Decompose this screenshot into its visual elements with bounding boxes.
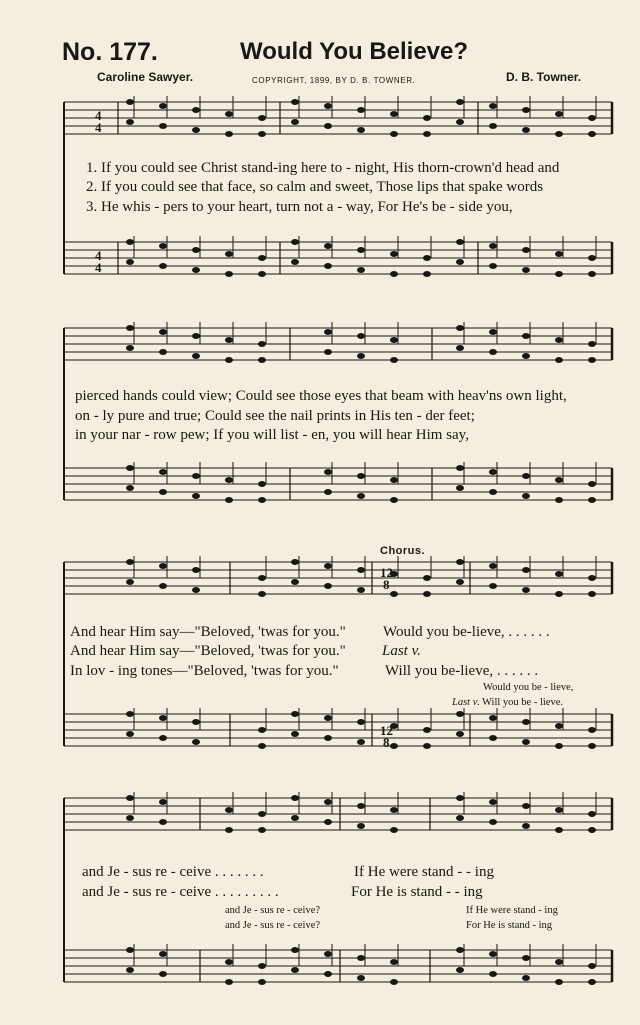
note-head [588,743,596,749]
note-head [522,823,530,829]
note-head [456,967,464,973]
note-head [423,131,431,137]
note-head [291,239,299,245]
note-head [588,115,596,121]
note-head [390,477,398,483]
bass-for-he-is-standing: For He is stand - ing [466,920,553,931]
note-head [291,967,299,973]
note-head [258,743,266,749]
note-head [225,337,233,343]
note-head [126,711,134,717]
note-head [291,731,299,737]
note-head [126,465,134,471]
bass-will-you-believe: . Will you be - lieve. [477,697,563,708]
note-head [291,815,299,821]
note-head [456,579,464,585]
note-head [423,115,431,121]
note-head [324,735,332,741]
note-head [258,827,266,833]
last-verse-mark: Last v. [382,643,421,659]
note-head [126,947,134,953]
note-head [588,575,596,581]
verse-2-line-a: 2. If you could see that face, so calm and sweet, Those lips that spake words [86,179,544,195]
note-head [126,579,134,585]
note-head [324,583,332,589]
note-head [522,493,530,499]
note-head [555,979,563,985]
note-head [357,267,365,273]
note-head [225,807,233,813]
hymn-title: Would You Believe? [240,38,469,65]
note-head [159,735,167,741]
note-head [456,99,464,105]
note-head [555,251,563,257]
note-head [522,803,530,809]
note-head [159,123,167,129]
chorus-treble-meter-bottom: 8 [383,577,390,592]
note-head [258,979,266,985]
note-head [522,333,530,339]
note-head [522,473,530,479]
note-head [192,567,200,573]
note-head [489,715,497,721]
note-head [357,823,365,829]
note-head [390,337,398,343]
note-head [456,239,464,245]
verse-3-line-b: in your nar - row pew; If you will list - en, you will hear Him say, [75,427,469,443]
note-head [357,739,365,745]
note-head [291,711,299,717]
note-head [522,587,530,593]
note-head [357,107,365,113]
bass-jesus-receive-2: and Je - sus re - ceive? [225,920,321,931]
note-head [489,735,497,741]
note-head [588,131,596,137]
note-head [225,979,233,985]
note-head [258,357,266,363]
note-head [357,975,365,981]
note-head [390,357,398,363]
note-head [423,727,431,733]
note-head [456,119,464,125]
note-head [159,715,167,721]
note-head [555,271,563,277]
note-head [258,575,266,581]
chorus-will-you-believe: Will you be-lieve, . . . . . . [385,663,539,679]
note-head [489,489,497,495]
note-head [324,263,332,269]
chorus-line-jesus-receive-2: and Je - sus re - ceive . . . . . . . . . [82,884,279,900]
note-head [324,715,332,721]
note-head [555,131,563,137]
note-head [126,239,134,245]
note-head [555,807,563,813]
note-head [522,127,530,133]
chorus-bass-meter-top: 12 [380,723,393,738]
note-head [456,711,464,717]
note-head [456,559,464,565]
note-head [126,259,134,265]
note-head [357,353,365,359]
chorus-label: Chorus. [380,545,426,557]
note-head [159,583,167,589]
note-head [159,263,167,269]
note-head [258,963,266,969]
note-head [324,951,332,957]
note-head [489,469,497,475]
note-head [324,563,332,569]
note-head [489,263,497,269]
note-head [456,325,464,331]
note-head [456,815,464,821]
note-head [225,477,233,483]
verse-2-line-c: And hear Him say—"Beloved, 'twas for you." [70,643,346,659]
note-head [159,469,167,475]
note-head [390,591,398,597]
note-head [192,739,200,745]
note-head [192,247,200,253]
note-head [555,723,563,729]
note-head [324,819,332,825]
note-head [258,591,266,597]
note-head [126,795,134,801]
note-head [291,99,299,105]
note-head [159,349,167,355]
note-head [126,559,134,565]
note-head [423,575,431,581]
note-head [324,123,332,129]
note-head [159,243,167,249]
note-head [225,131,233,137]
note-head [324,971,332,977]
note-head [225,111,233,117]
note-head [489,243,497,249]
note-head [159,103,167,109]
chorus-for-he-is-standing: For He is stand - - ing [351,884,483,900]
note-head [390,111,398,117]
note-head [324,329,332,335]
note-head [522,739,530,745]
bass-if-he-were-standing: If He were stand - ing [466,905,558,916]
note-head [522,247,530,253]
verse-3-line-c: In lov - ing tones—"Beloved, 'twas for you." [70,663,339,679]
note-head [456,485,464,491]
note-head [456,465,464,471]
treble-meter-top: 4 [95,108,102,123]
note-head [423,255,431,261]
copyright-notice: COPYRIGHT, 1899, BY D. B. TOWNER. [252,76,416,85]
note-head [192,587,200,593]
note-head [390,743,398,749]
note-head [258,131,266,137]
note-head [126,119,134,125]
note-head [159,563,167,569]
note-head [489,329,497,335]
note-head [225,959,233,965]
note-head [489,563,497,569]
note-head [555,497,563,503]
note-head [324,243,332,249]
note-head [357,127,365,133]
note-head [225,497,233,503]
note-head [159,329,167,335]
note-head [555,111,563,117]
note-head [555,337,563,343]
note-head [159,489,167,495]
note-head [588,727,596,733]
note-head [192,719,200,725]
note-head [588,591,596,597]
bass-would-you-believe: Would you be - lieve, [483,682,574,693]
note-head [588,341,596,347]
note-head [258,811,266,817]
note-head [126,345,134,351]
note-head [588,827,596,833]
note-head [126,815,134,821]
note-head [192,107,200,113]
note-head [522,955,530,961]
chorus-would-you-believe: Would you be-lieve, . . . . . . [383,624,550,640]
note-head [522,719,530,725]
note-head [192,267,200,273]
note-head [522,107,530,113]
note-head [258,481,266,487]
bass-meter-top: 4 [95,248,102,263]
bass-meter-bottom: 4 [95,260,102,275]
note-head [489,103,497,109]
note-head [555,743,563,749]
chorus-treble-meter-top: 12 [380,565,393,580]
note-head [522,267,530,273]
note-head [357,587,365,593]
note-head [357,567,365,573]
note-head [390,131,398,137]
note-head [225,827,233,833]
note-head [357,473,365,479]
verse-3-line-a: 3. He whis - pers to your heart, turn not a - way, For He's be - side you, [86,199,513,215]
note-head [588,255,596,261]
note-head [456,259,464,265]
note-head [555,959,563,965]
note-head [489,123,497,129]
chorus-bass-meter-bottom: 8 [383,735,390,750]
note-head [192,493,200,499]
note-head [258,497,266,503]
hymn-number: No. 177. [62,38,158,66]
note-head [588,979,596,985]
note-head [456,345,464,351]
bass-last-verse: Last v [452,697,478,708]
note-head [390,497,398,503]
verse-1-line-c: And hear Him say—"Beloved, 'twas for you." [70,624,346,640]
note-head [390,807,398,813]
note-head [324,103,332,109]
note-head [225,251,233,257]
note-head [126,99,134,105]
note-head [489,971,497,977]
note-head [588,357,596,363]
note-head [159,971,167,977]
bass-jesus-receive-1: and Je - sus re - ceive? [225,905,321,916]
note-head [489,951,497,957]
note-head [390,959,398,965]
note-head [126,731,134,737]
note-head [456,947,464,953]
note-head [390,271,398,277]
note-head [357,955,365,961]
note-head [357,719,365,725]
note-head [357,803,365,809]
note-head [390,827,398,833]
author-credit: Caroline Sawyer. [97,70,194,84]
note-head [192,353,200,359]
note-head [588,497,596,503]
note-head [588,963,596,969]
note-head [126,325,134,331]
note-head [489,349,497,355]
note-head [489,799,497,805]
note-head [423,743,431,749]
note-head [258,727,266,733]
composer-credit: D. B. Towner. [506,70,582,84]
note-head [423,271,431,277]
note-head [291,119,299,125]
note-head [555,827,563,833]
note-head [126,967,134,973]
chorus-if-he-were-standing: If He were stand - - ing [354,864,494,880]
note-head [489,819,497,825]
note-head [324,469,332,475]
note-head [225,271,233,277]
note-head [291,559,299,565]
note-head [588,811,596,817]
note-head [588,271,596,277]
note-head [555,477,563,483]
note-head [258,271,266,277]
verse-1-line-a: 1. If you could see Christ stand-ing here to - night, His thorn-crown'd head and [86,160,560,176]
note-head [159,819,167,825]
note-head [588,481,596,487]
note-head [489,583,497,589]
note-head [291,579,299,585]
chorus-line-jesus-receive-1: and Je - sus re - ceive . . . . . . . [82,864,264,880]
note-head [324,489,332,495]
note-head [522,567,530,573]
note-head [390,979,398,985]
note-head [390,251,398,257]
note-head [291,259,299,265]
note-head [192,473,200,479]
note-head [555,591,563,597]
note-head [291,795,299,801]
note-head [192,127,200,133]
note-head [357,247,365,253]
note-head [555,571,563,577]
note-head [555,357,563,363]
note-head [159,799,167,805]
note-head [522,975,530,981]
verse-2-line-b: on - ly pure and true; Could see the nail prints in His ten - der feet; [75,408,475,424]
note-head [192,333,200,339]
note-head [456,795,464,801]
note-head [324,799,332,805]
note-head [324,349,332,355]
note-head [126,485,134,491]
note-head [258,255,266,261]
note-head [456,731,464,737]
verse-1-line-b: pierced hands could view; Could see those eyes that beam with heav'ns own light, [75,388,567,404]
note-head [258,115,266,121]
treble-meter-bottom: 4 [95,120,102,135]
note-head [159,951,167,957]
note-head [423,591,431,597]
note-head [291,947,299,953]
note-head [357,333,365,339]
note-head [258,341,266,347]
note-head [357,493,365,499]
note-head [522,353,530,359]
note-head [225,357,233,363]
